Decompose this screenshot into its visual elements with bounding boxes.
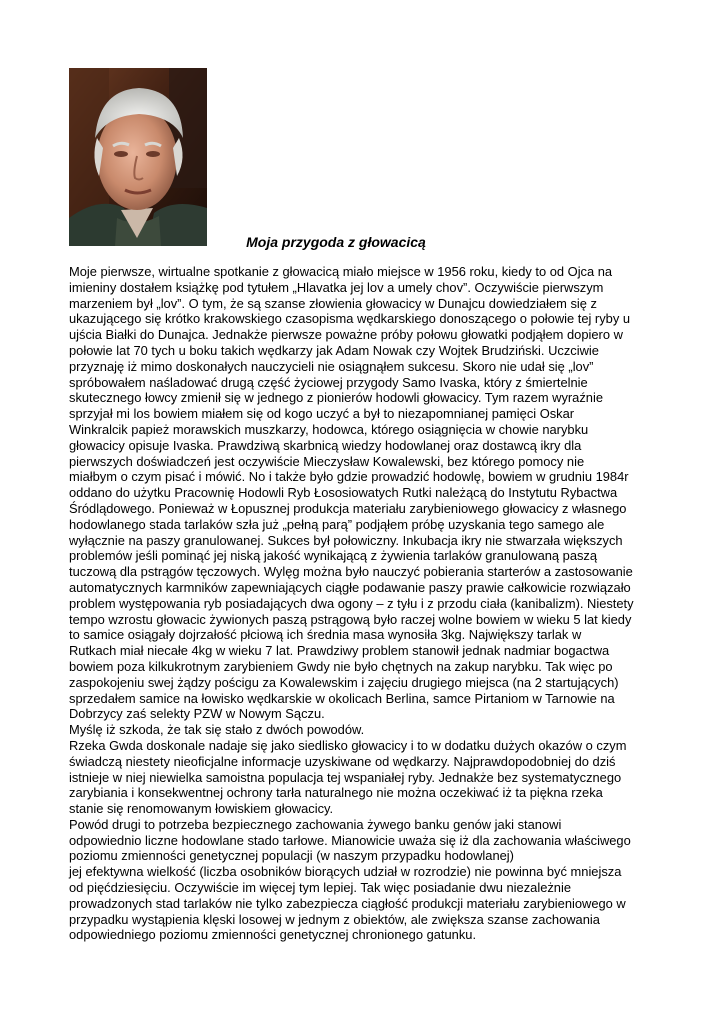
text-line: problem występowania ryb posiadających dwa ogony – z tyłu i z przodu ciała (kanibalizm). Niestety	[69, 595, 634, 611]
text-line: spróbowałem naśladować drugą część życiowej przygody Samo Ivaska, który z śmiertelnie	[69, 374, 588, 390]
text-line: Powód drugi to potrzeba bezpiecznego zachowania żywego banku genów jaki stanowi	[69, 816, 562, 832]
text-line: Moje pierwsze, wirtualne spotkanie z głowacicą miało miejsce w 1956 roku, kiedy to od Ojca na	[69, 264, 613, 279]
text-line: tempo wzrostu głowacic żywionych paszą pstrągową było raczej wolne bowiem w wieku 5 lat kiedy	[69, 611, 632, 627]
text-line: jej efektywna wielkość (liczba osobników biorących udział w rozrodzie) nie powinna być mniejsza	[69, 864, 622, 880]
page-title	[0, 234, 672, 250]
text-line: ukazującego się krótko krakowskiego czasopisma wędkarskiego donoszącego o połowie tej ryby u	[69, 311, 631, 327]
text-line: skutecznego łowcy zmienił się w jednego z pionierów hodowli głowacicy. Tym razem wyraźnie	[69, 390, 603, 406]
text-line: Winkralcik papież morawskich muszkarzy, hodowca, którego osiągnięcia w chowie narybku	[69, 421, 589, 437]
text-line: Dobrzycy zaś selekty PZW w Nowym Sączu.	[69, 706, 325, 722]
text-line: problemów jeśli pominąć jej niską jakość wynikającą z żywienia tarlaków granulowaną paszą	[69, 548, 598, 564]
text-line: ujścia Białki do Dunajca. Jednakże pierwsze poważne próby połowu głowatki podjąłem dopiero w	[69, 327, 623, 343]
text-line: imieniny dostałem książkę pod tytułem „Hlavatka jej lov a umely chov”. Oczywiście pierwszym	[69, 279, 604, 295]
text-line: sprzyjał mi los bowiem miałem się od kogo uczyć a był to niezapomnianej pamięci Oskar	[69, 406, 575, 422]
text-line: Rzeka Gwda doskonale nadaje się jako siedlisko głowacicy i to w dodatku dużych okazów o czym	[69, 737, 627, 753]
text-line: sprzedałem samice na łowisko wędkarskie w okolicach Berlina, samce Pirtaniom w Tarnowie na	[69, 690, 615, 706]
article-body	[69, 264, 669, 943]
text-line: przypadku wystąpienia klęski losowej w jednym z obiektów, ale zwiększa szanse zachowania	[69, 911, 600, 927]
text-line: zaspokojeniu swej żądzy pościgu za Kowalewskim i zajęciu drugiego miejsca (na 2 startujących)	[69, 674, 619, 690]
text-line: Myślę iż szkoda, że tak się stało z dwóch powodów.	[69, 722, 365, 738]
text-line: miałbym o czym pisać i mówić. No i także było gdzie prowadzić hodowlę, bowiem w grudniu 1984r	[69, 469, 629, 485]
text-line: automatycznych karmników zapewniających ciągłe podawanie paszy prawie całkowicie rozwiązało	[69, 579, 631, 595]
text-line: przyznaję iż mimo doskonałych nauczycieli nie osiągnąłem sukcesu. Skoro nie udał się „lov”	[69, 358, 594, 374]
text-line: stanie się renomowanym łowiskiem głowacicy.	[69, 801, 334, 817]
text-line: odpowiedniego poziomu zmienności genetycznej chronionego gatunku.	[69, 927, 477, 943]
text-line: pierwszych doświadczeń jest oczywiście Mieczysław Kowalewski, bez którego pomocy nie	[69, 453, 585, 469]
text-line: głowacicy opisuje Ivaska. Prawdziwą skarbnicą wiedzy hodowlanej oraz dostawcą ikry dla	[69, 437, 582, 453]
text-line: oddano do użytku Pracownię Hodowli Ryb Łososiowatych Rutki należącą do Instytutu Rybactwa	[69, 485, 618, 501]
text-line: marzeniem był „lov”. O tym, że są szanse złowienia głowacicy w Dunajcu dowiedziałem się z	[69, 295, 597, 311]
text-line: świadczą niestety nieoficjalne informacje uzyskiwane od wędkarzy. Najprawdopodobniej do dziś	[69, 753, 616, 769]
text-line: Śródlądowego. Ponieważ w Łopusznej produkcja materiału zarybieniowego głowacicy z własnego	[69, 500, 627, 516]
text-line: prowadzonych stad tarlaków nie tylko zabezpiecza ciągłość produkcji materiału zarybieniowego w	[69, 895, 626, 911]
text-line: połowie lat 70 tych u boku takich wędkarzy jak Adam Nowak czy Wojtek Brudziński. Uczciwie	[69, 342, 599, 358]
text-line: wyłącznie na paszy granulowanej. Sukces był połowiczny. Inkubacja ikry nie stwarzała większych	[69, 532, 623, 548]
text-line: Rutkach miał niecałe 4kg w wieku 7 lat. Prawdziwy problem stanowił jednak nadmiar bogactwa	[69, 643, 610, 659]
text-line: poziomu zmienności genetycznej populacji (w naszym przypadku hodowlanej)	[69, 848, 514, 864]
text-line: istnieje w niej niewielka samoistna populacja tej wspaniałej ryby. Jednakże bez systematycznego	[69, 769, 622, 785]
text-line: bowiem poza kilkukrotnym zarybieniem Gwdy nie było chętnych na zakup narybku. Tak więc po	[69, 658, 613, 674]
text-line: hodowlanego stada tarlaków szła już „pełną parą” podjąłem próbę uzyskania tego samego ale	[69, 516, 605, 532]
portrait-photo	[69, 68, 207, 246]
text-line: odpowiednio liczne hodowlane stado tarłowe. Mianowicie uważa się iż dla zachowania właściwego	[69, 832, 631, 848]
text-line: od pięćdziesięciu. Oczywiście im więcej tym lepiej. Tak więc posiadanie dwu niezależnie	[69, 880, 572, 896]
title-text: Moja przygoda z głowacicą	[246, 234, 426, 250]
text-line: zarybiania i konsekwentnej ochrony tarła naturalnego nie można oczekiwać iż ta piękna rzeka	[69, 785, 603, 801]
text-line: to samice osiągały dojrzałość płciową ich średnia masa wynosiła 3kg. Największy tarlak w	[69, 627, 582, 643]
text-line: tuczową dla pstrągów tęczowych. Wylęg można było nauczyć pobierania starterów a zastosowanie	[69, 564, 633, 580]
